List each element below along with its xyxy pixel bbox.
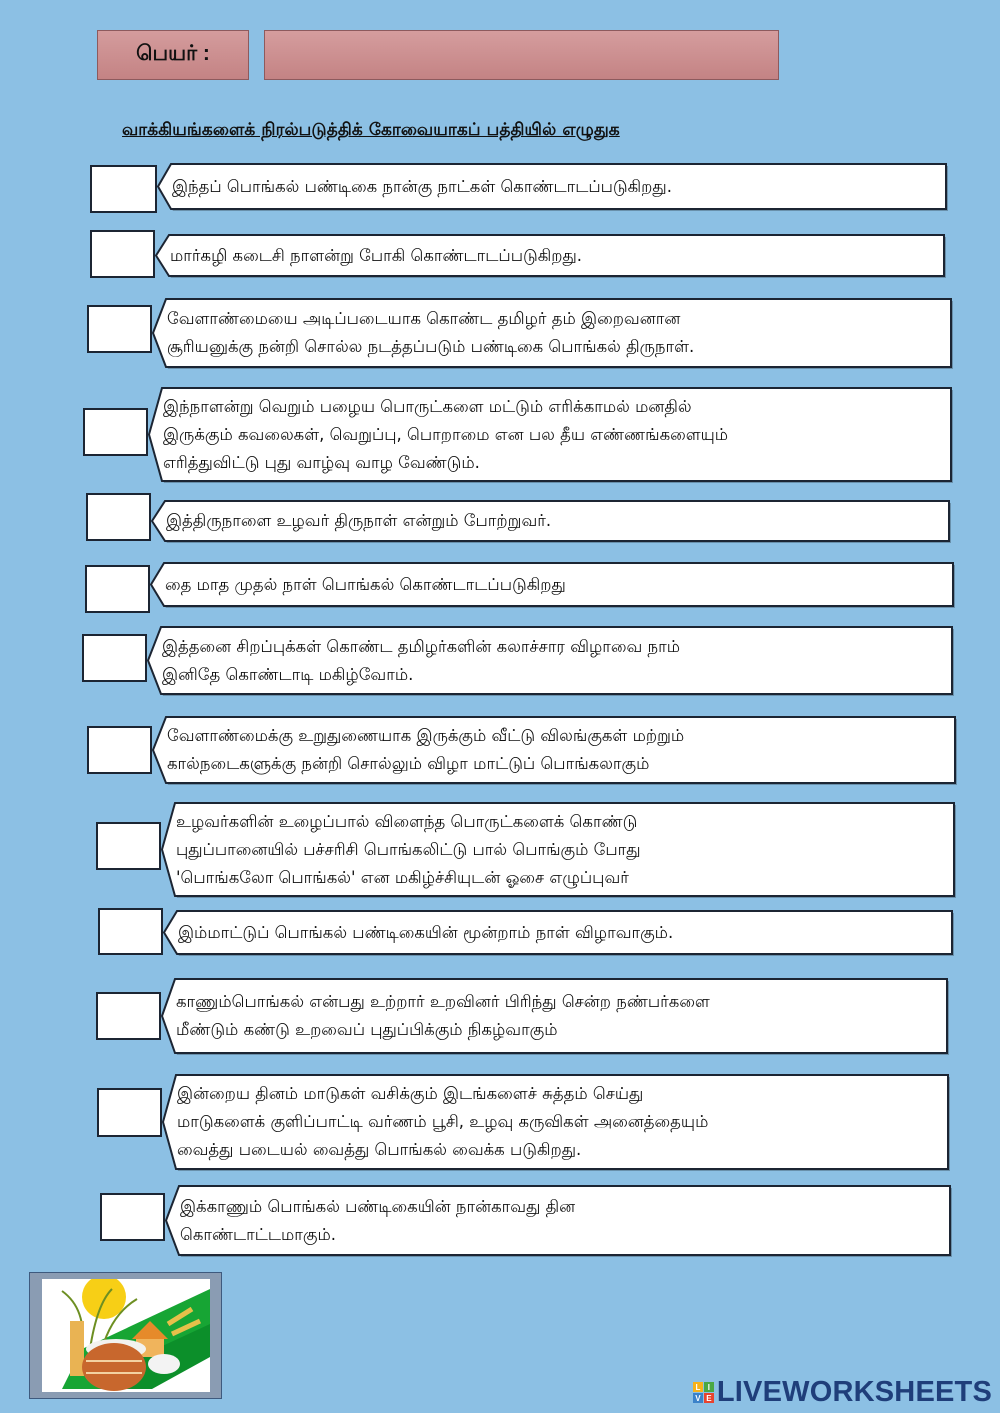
sentence-text — [167, 716, 946, 784]
order-number-input[interactable] — [98, 908, 163, 955]
liveworksheets-brand — [693, 1376, 992, 1409]
sentence-banner — [157, 163, 947, 210]
sentence-line: கால்நடைகளுக்கு நன்றி சொல்லும் விழா மாட்டுப் பொங்கலாகும் — [167, 754, 650, 773]
sentence-text — [178, 910, 943, 955]
order-number-input[interactable] — [85, 565, 150, 613]
sentence-lines — [165, 571, 944, 599]
sentence-lines — [178, 919, 943, 947]
sentence-lines — [176, 988, 938, 1044]
sentence-line: மாடுகளைக் குளிப்பாட்டி வர்ணம் பூசி, உழவு கருவிகள் அனைத்தையும் — [177, 1112, 709, 1131]
sentence-lines — [167, 722, 946, 778]
sentence-text — [166, 500, 940, 542]
name-label: பெயர் : — [97, 30, 249, 80]
sentence-text — [163, 387, 942, 482]
sentence-line: மார்கழி கடைசி நாளன்று போகி கொண்டாடப்படுகிறது. — [170, 245, 583, 265]
order-number-input[interactable] — [90, 230, 155, 278]
sentence-banner — [148, 387, 952, 482]
sentence-line: இக்காணும் பொங்கல் பண்டிகையின் நான்காவது தின — [180, 1196, 576, 1216]
name-input[interactable] — [264, 30, 779, 80]
sentence-line: உழவர்களின் உழைப்பால் விளைந்த பொருட்களைக் கொண்டு — [176, 811, 638, 831]
order-number-input[interactable] — [90, 165, 157, 213]
sentence-text — [167, 298, 942, 368]
sentence-banner — [162, 1074, 949, 1170]
sentence-line: கொண்டாட்டமாகும். — [180, 1224, 337, 1244]
sentence-lines — [167, 305, 942, 361]
logo-letter-v: V — [693, 1393, 703, 1403]
sentence-text — [176, 802, 945, 897]
brand-name: LIVEWORKSHEETS — [716, 1376, 992, 1408]
sentence-banner — [152, 298, 952, 368]
sentence-lines — [166, 507, 940, 535]
sentence-line: காணும்பொங்கல் என்பது உற்றார் உறவினர் பிரிந்து சென்ற நண்பர்களை — [176, 992, 710, 1011]
sentence-line: இத்திருநாளை உழவர் திருநாள் என்றும் போற்றுவர். — [166, 511, 552, 530]
sentence-text — [176, 978, 938, 1054]
sentence-lines — [177, 1080, 939, 1164]
sentence-line: இம்மாட்டுப் பொங்கல் பண்டிகையின் மூன்றாம் நாள் விழாவாகும். — [178, 922, 674, 942]
sentence-banner — [165, 1185, 951, 1256]
logo-letter-l: L — [693, 1382, 703, 1392]
logo-letter-i: I — [704, 1382, 714, 1392]
sentence-line: எரித்துவிட்டு புது வாழ்வு வாழ வேண்டும். — [163, 452, 480, 472]
order-number-input[interactable] — [87, 305, 152, 353]
sentence-line: புதுப்பானையில் பச்சரிசி பொங்கலிட்டு பால் பொங்கும் போது — [176, 839, 641, 859]
logo-letter-e: E — [704, 1393, 714, 1403]
sentence-text — [177, 1074, 939, 1170]
sentence-line: இந்தப் பொங்கல் பண்டிகை நான்கு நாட்கள் கொண்டாடப்படுகிறது. — [172, 176, 672, 196]
sentence-line: வேளாண்மைக்கு உறுதுணையாக இருக்கும் வீட்டு விலங்குகள் மற்றும் — [167, 726, 685, 745]
order-number-input[interactable] — [96, 992, 161, 1040]
order-number-input[interactable] — [97, 1088, 162, 1137]
sentence-banner — [147, 626, 953, 695]
sentence-lines — [170, 242, 935, 270]
order-number-input[interactable] — [96, 822, 161, 870]
sentence-banner — [155, 234, 945, 277]
order-number-input[interactable] — [100, 1193, 165, 1241]
sentence-banner — [151, 500, 950, 542]
sentence-line: இந்நாளன்று வெறும் பழைய பொருட்களை மட்டும் எரிக்காமல் மனதில் — [163, 396, 692, 416]
sentence-line: வேளாண்மையை அடிப்படையாக கொண்ட தமிழர் தம் இறைவனான — [167, 309, 681, 328]
sentence-line: தை மாத முதல் நாள் பொங்கல் கொண்டாடப்படுகிறது — [165, 574, 566, 594]
sentence-lines — [176, 808, 945, 892]
order-number-input[interactable] — [87, 726, 152, 774]
sentence-lines — [180, 1193, 941, 1249]
sentence-lines — [163, 393, 942, 477]
sentence-line: வைத்து படையல் வைத்து பொங்கல் வைக்க படுகிறது. — [177, 1140, 582, 1159]
sentence-lines — [172, 173, 937, 201]
pongal-image-frame — [29, 1272, 222, 1399]
sentence-banner — [161, 978, 948, 1054]
order-number-input[interactable] — [83, 408, 148, 456]
sentence-text — [170, 234, 935, 277]
sentence-lines — [162, 633, 943, 689]
sentence-banner — [161, 802, 955, 897]
sentence-banner — [150, 562, 954, 607]
order-number-input[interactable] — [82, 634, 147, 682]
sentence-text — [180, 1185, 941, 1256]
sentence-line: இனிதே கொண்டாடி மகிழ்வோம். — [162, 664, 414, 684]
sentence-line: இன்றைய தினம் மாடுகள் வசிக்கும் இடங்களைச் சுத்தம் செய்து — [177, 1084, 644, 1103]
sentence-text — [172, 163, 937, 210]
sentence-text — [162, 626, 943, 695]
sentence-line: இருக்கும் கவலைகள், வெறுப்பு, பொறாமை என பல தீய எண்ணங்களையும் — [163, 424, 729, 444]
instruction-heading: வாக்கியங்களைக் நிரல்படுத்திக் கோவையாகப் பத்தியில் எழுதுக — [122, 120, 620, 140]
sentence-line: 'பொங்கலோ பொங்கல்' என மகிழ்ச்சியுடன் ஓசை எழுப்புவர் — [176, 867, 629, 887]
sentence-line: இத்தனை சிறப்புக்கள் கொண்ட தமிழர்களின் கலாச்சார விழாவை நாம் — [162, 636, 681, 656]
order-number-input[interactable] — [86, 493, 151, 541]
sentence-line: சூரியனுக்கு நன்றி சொல்ல நடத்தப்படும் பண்டிகை பொங்கல் திருநாள். — [167, 337, 695, 356]
sentence-text — [165, 562, 944, 607]
liveworksheets-logo-icon — [693, 1382, 714, 1403]
sentence-banner — [163, 910, 953, 955]
sentence-banner — [152, 716, 956, 784]
pongal-illustration-icon — [42, 1279, 210, 1392]
sentence-line: மீண்டும் கண்டு உறவைப் புதுப்பிக்கும் நிகழ்வாகும் — [176, 1020, 558, 1039]
